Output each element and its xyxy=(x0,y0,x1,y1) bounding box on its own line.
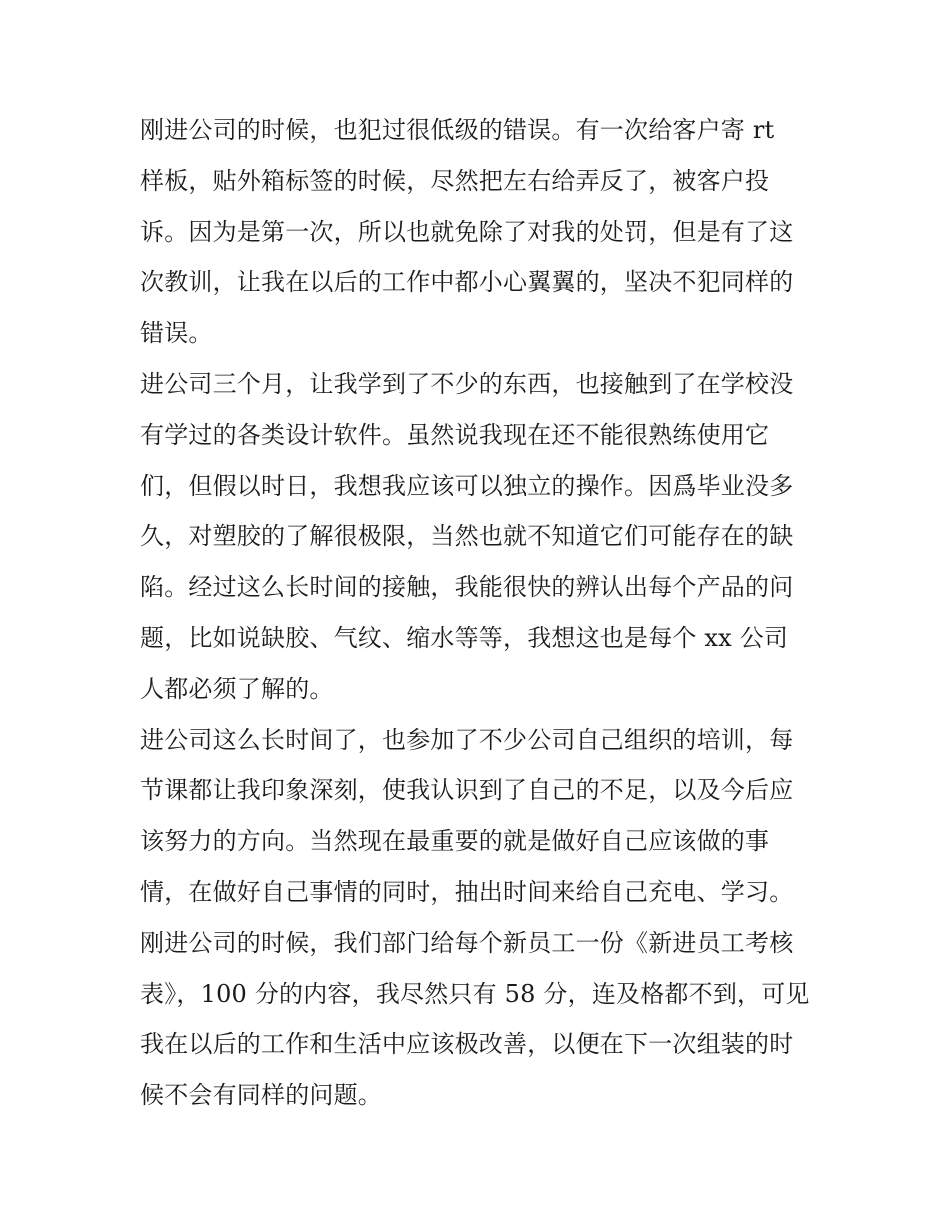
text-line: 表》，100 分的内容，我尽然只有 58 分，连及格都不到，可见 xyxy=(140,979,810,1008)
text-line: 节课都让我印象深刻，使我认识到了自己的不足，以及今后应 xyxy=(140,776,794,805)
text-line: 该努力的方向。当然现在最重要的就是做好自己应该做的事 xyxy=(140,827,770,856)
text-line: 题，比如说缺胶、气纹、缩水等等，我想这也是每个 xx 公司 xyxy=(140,623,789,652)
text-line: 刚进公司的时候，也犯过很低级的错误。有一次给客户寄 rt xyxy=(140,116,775,144)
text-line: 陷。经过这么长时间的接触，我能很快的辨认出每个产品的问 xyxy=(140,573,794,602)
text-line: 样板，贴外箱标签的时候，尽然把左右给弄反了，被客户投 xyxy=(140,166,770,195)
text-line: 候不会有同样的问题。 xyxy=(140,1081,382,1110)
text-line: 们，但假以时日，我想我应该可以独立的操作。因爲毕业没多 xyxy=(140,471,794,500)
text-line: 错误。 xyxy=(140,319,213,348)
text-line: 刚进公司的时候，我们部门给每个新员工一份《新进员工考核 xyxy=(140,928,794,957)
text-line: 有学过的各类设计软件。虽然说我现在还不能很熟练使用它 xyxy=(140,420,770,449)
text-line: 次教训，让我在以后的工作中都小心翼翼的，坚决不犯同样的 xyxy=(140,268,794,297)
text-line: 进公司这么长时间了，也参加了不少公司自己组织的培训，每 xyxy=(140,725,794,754)
text-line: 我在以后的工作和生活中应该极改善，以便在下一次组装的时 xyxy=(140,1030,794,1059)
text-line: 进公司三个月，让我学到了不少的东西，也接触到了在学校没 xyxy=(140,369,794,398)
text-line: 久，对塑胶的了解很极限，当然也就不知道它们可能存在的缺 xyxy=(140,522,794,551)
document-body xyxy=(140,105,812,1121)
text-line: 情，在做好自己事情的同时，抽出时间来给自己充电、学习。 xyxy=(140,877,794,906)
text-line: 诉。因为是第一次，所以也就免除了对我的处罚，但是有了这 xyxy=(140,217,794,246)
text-line: 人都必须了解的。 xyxy=(140,674,334,703)
